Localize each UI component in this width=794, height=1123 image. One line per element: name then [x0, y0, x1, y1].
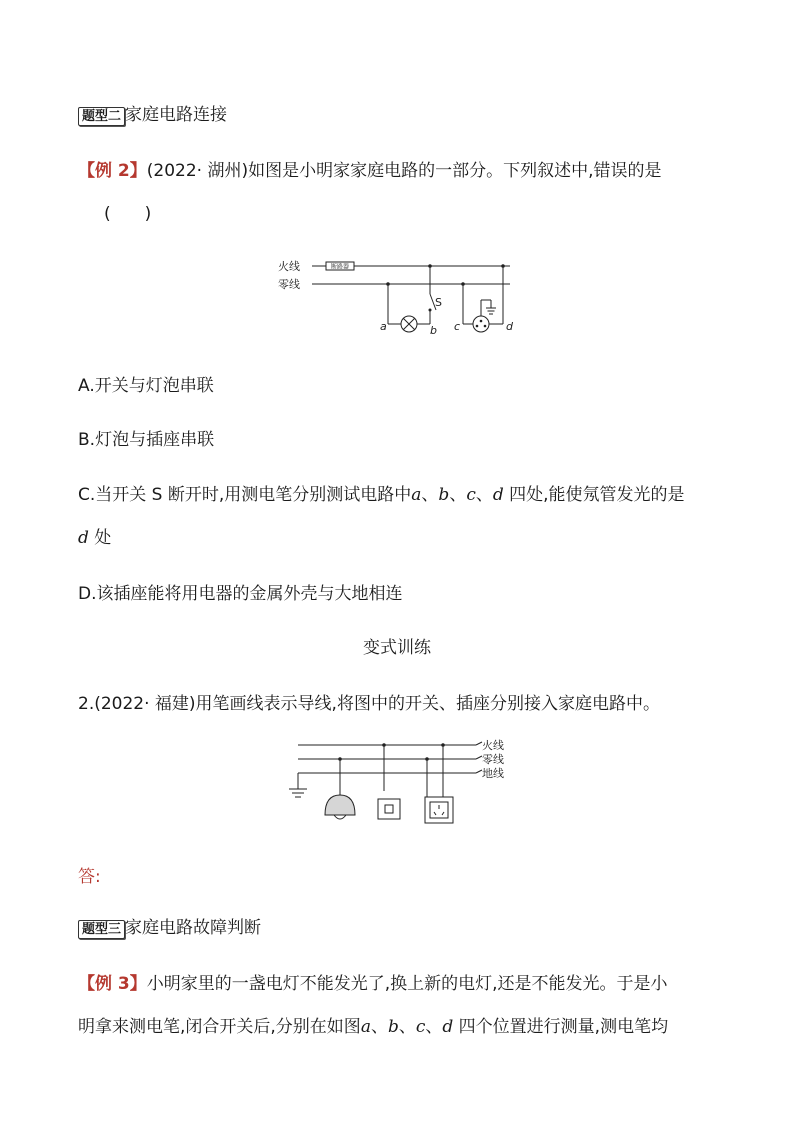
neutral-wire-label: 零线: [278, 278, 300, 291]
live-wire-label: 火线: [278, 260, 300, 273]
separator: 、: [425, 1017, 443, 1037]
var-c: c: [415, 1017, 426, 1037]
neutral-wire-label: 零线: [482, 753, 504, 766]
separator: 、: [421, 485, 439, 505]
option-d: D.该插座能将用电器的金属外壳与大地相连: [78, 584, 403, 604]
var-c: c: [466, 485, 476, 505]
var-a: a: [360, 1017, 371, 1037]
var-b: b: [438, 485, 450, 505]
answer-parentheses: ( ): [104, 204, 152, 224]
section-heading-3: [78, 917, 261, 939]
option-c-line-2: [78, 527, 111, 549]
separator: 、: [449, 485, 467, 505]
variant-training-title: 变式训练: [363, 638, 431, 658]
example-label: 【例 3】: [78, 974, 147, 994]
question-text-end: 四个位置进行测量,测电笔均: [453, 1017, 669, 1037]
option-c-text: C.当开关 S 断开时,用测电笔分别测试电路中: [78, 485, 412, 505]
var-b: b: [387, 1017, 399, 1037]
circuit-diagram-1: [270, 250, 530, 340]
section-tag: 题型二: [78, 107, 125, 126]
question-text: (2022· 湖州)如图是小明家家庭电路的一部分。下列叙述中,错误的是: [146, 161, 662, 181]
separator: 、: [398, 1017, 416, 1037]
var-d: d: [78, 528, 89, 548]
point-a-label: a: [380, 320, 387, 333]
var-d: d: [492, 485, 504, 505]
option-b: B.灯泡与插座串联: [78, 430, 215, 450]
answer-label: 答:: [78, 867, 101, 887]
option-c-text-end: 四处,能使氖管发光的是: [503, 485, 685, 505]
question-text: 小明家里的一盏电灯不能发光了,换上新的电灯,还是不能发光。于是小: [146, 974, 668, 994]
point-d-label: d: [506, 320, 513, 333]
live-wire-label: 火线: [482, 739, 504, 752]
ground-wire-label: 地线: [482, 767, 504, 780]
circuit-diagram-2: [280, 735, 520, 825]
option-c: [78, 484, 685, 506]
separator: 、: [475, 485, 493, 505]
point-b-label: b: [430, 324, 437, 337]
separator: 、: [370, 1017, 388, 1037]
circuit-breaker-label: 断路器: [330, 263, 350, 271]
section-title: 家庭电路故障判断: [125, 918, 262, 938]
point-c-label: c: [454, 320, 461, 333]
question-text: 明拿来测电笔,闭合开关后,分别在如图: [78, 1017, 361, 1037]
switch-label: S: [435, 296, 442, 309]
option-a: A.开关与灯泡串联: [78, 376, 214, 396]
section-tag: 题型三: [78, 920, 125, 939]
example-label: 【例 2】: [78, 161, 147, 181]
option-c-text: 处: [88, 528, 112, 548]
section-title: 家庭电路连接: [125, 105, 228, 125]
var-d: d: [442, 1017, 454, 1037]
example-2-question: [78, 160, 662, 182]
var-a: a: [411, 485, 422, 505]
question-2-text: 2.(2022· 福建)用笔画线表示导线,将图中的开关、插座分别接入家庭电路中。: [78, 694, 660, 714]
example-3-question: [78, 973, 668, 995]
section-heading-2: [78, 104, 227, 126]
example-3-question-line-2: [78, 1016, 668, 1038]
